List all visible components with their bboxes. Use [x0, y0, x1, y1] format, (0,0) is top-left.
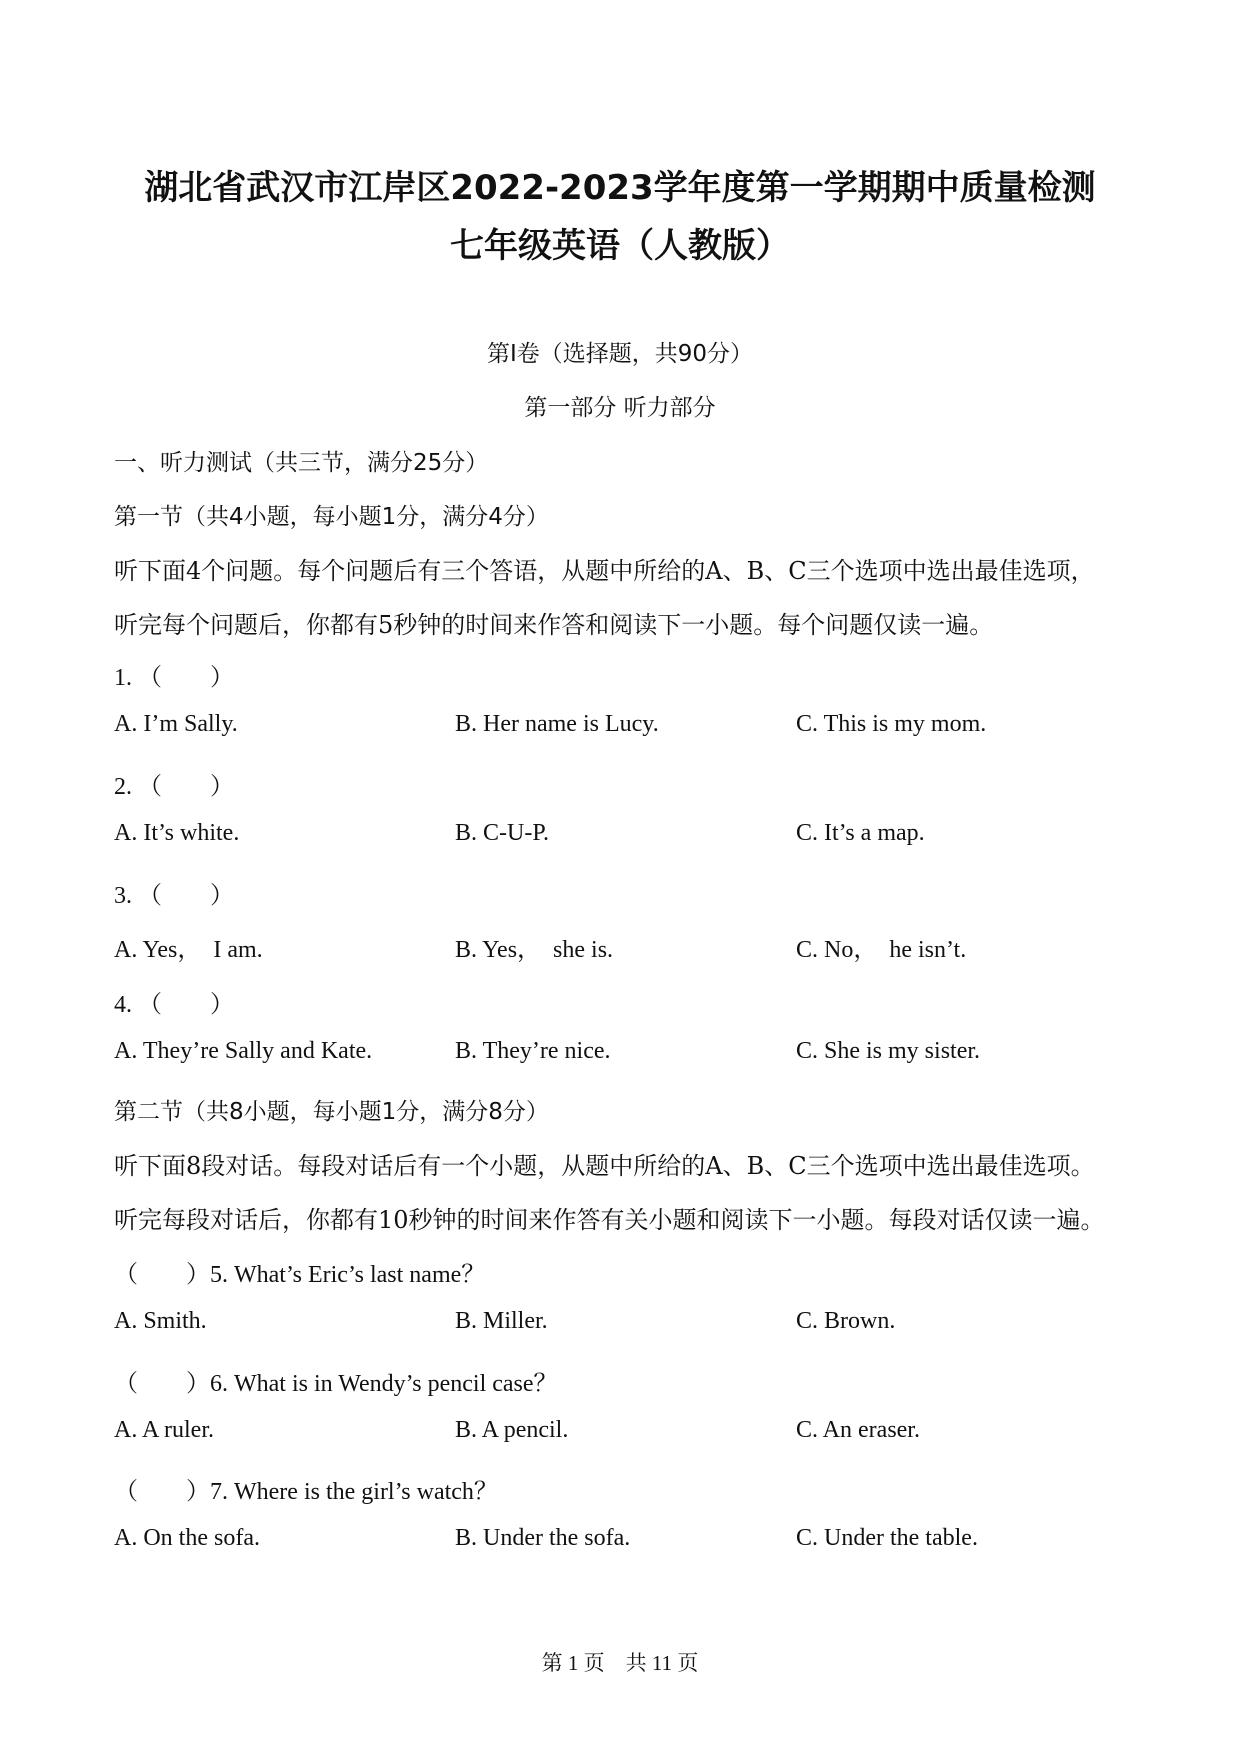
- q4-option-c: C. She is my sister.: [796, 1038, 981, 1064]
- q3-option-c: C. No， he isn’t.: [796, 937, 967, 963]
- q1-option-a: A. I’m Sally.: [114, 711, 238, 737]
- q4-option-b: B. They’re nice.: [455, 1038, 611, 1064]
- question-6-stem: （ ）6. What is in Wendy’s pencil case？: [114, 1371, 558, 1397]
- q2-option-b: B. C-U-P.: [455, 820, 550, 846]
- section1-instruction-line2: 听完每个问题后，你都有5秒钟的时间来作答和阅读下一小题。每个问题仅读一遍。: [114, 611, 994, 639]
- question-4-number: 4. （ ）: [114, 992, 234, 1018]
- volume-heading: 第Ⅰ卷（选择题，共90分）: [486, 341, 754, 367]
- q2-option-a: A. It’s white.: [114, 820, 240, 846]
- q6-option-b: B. A pencil.: [455, 1417, 569, 1443]
- exam-title-line2: 七年级英语（人教版）: [450, 226, 790, 266]
- q6-option-c: C. An eraser.: [796, 1417, 920, 1443]
- question-5-stem: （ ）5. What’s Eric’s last name？: [114, 1262, 486, 1288]
- section2-heading: 第二节（共8小题，每小题1分，满分8分）: [114, 1099, 549, 1125]
- section1-heading: 第一节（共4小题，每小题1分，满分4分）: [114, 504, 549, 530]
- q5-option-c: C. Brown.: [796, 1308, 896, 1334]
- q7-option-c: C. Under the table.: [796, 1525, 978, 1551]
- section2-instruction-line2: 听完每段对话后，你都有10秒钟的时间来作答有关小题和阅读下一小题。每段对话仅读一遍。: [114, 1206, 1105, 1234]
- question-2-number: 2. （ ）: [114, 774, 234, 800]
- q6-option-a: A. A ruler.: [114, 1417, 214, 1443]
- q5-option-b: B. Miller.: [455, 1308, 548, 1334]
- page-footer: 第 1 页 共 11 页: [541, 1651, 699, 1675]
- exam-title-line1: 湖北省武汉市江岸区2022-2023学年度第一学期期中质量检测: [144, 168, 1096, 208]
- part-heading: 第一部分 听力部分: [524, 395, 716, 421]
- q1-option-b: B. Her name is Lucy.: [455, 711, 659, 737]
- question-3-number: 3. （ ）: [114, 883, 234, 909]
- q7-option-a: A. On the sofa.: [114, 1525, 260, 1551]
- q3-option-b: B. Yes， she is.: [455, 937, 614, 963]
- q2-option-c: C. It’s a map.: [796, 820, 925, 846]
- q4-option-a: A. They’re Sally and Kate.: [114, 1038, 373, 1064]
- q1-option-c: C. This is my mom.: [796, 711, 987, 737]
- q7-option-b: B. Under the sofa.: [455, 1525, 631, 1551]
- section2-instruction-line1: 听下面8段对话。每段对话后有一个小题，从题中所给的A、B、C三个选项中选出最佳选项。: [114, 1152, 1095, 1180]
- q3-option-a: A. Yes， I am.: [114, 937, 263, 963]
- listening-section-heading: 一、听力测试（共三节，满分25分）: [114, 450, 489, 476]
- q5-option-a: A. Smith.: [114, 1308, 207, 1334]
- question-7-stem: （ ）7. Where is the girl’s watch？: [114, 1479, 498, 1505]
- question-1-number: 1. （ ）: [114, 665, 234, 691]
- section1-instruction-line1: 听下面4个问题。每个问题后有三个答语，从题中所给的A、B、C三个选项中选出最佳选项，: [114, 557, 1095, 585]
